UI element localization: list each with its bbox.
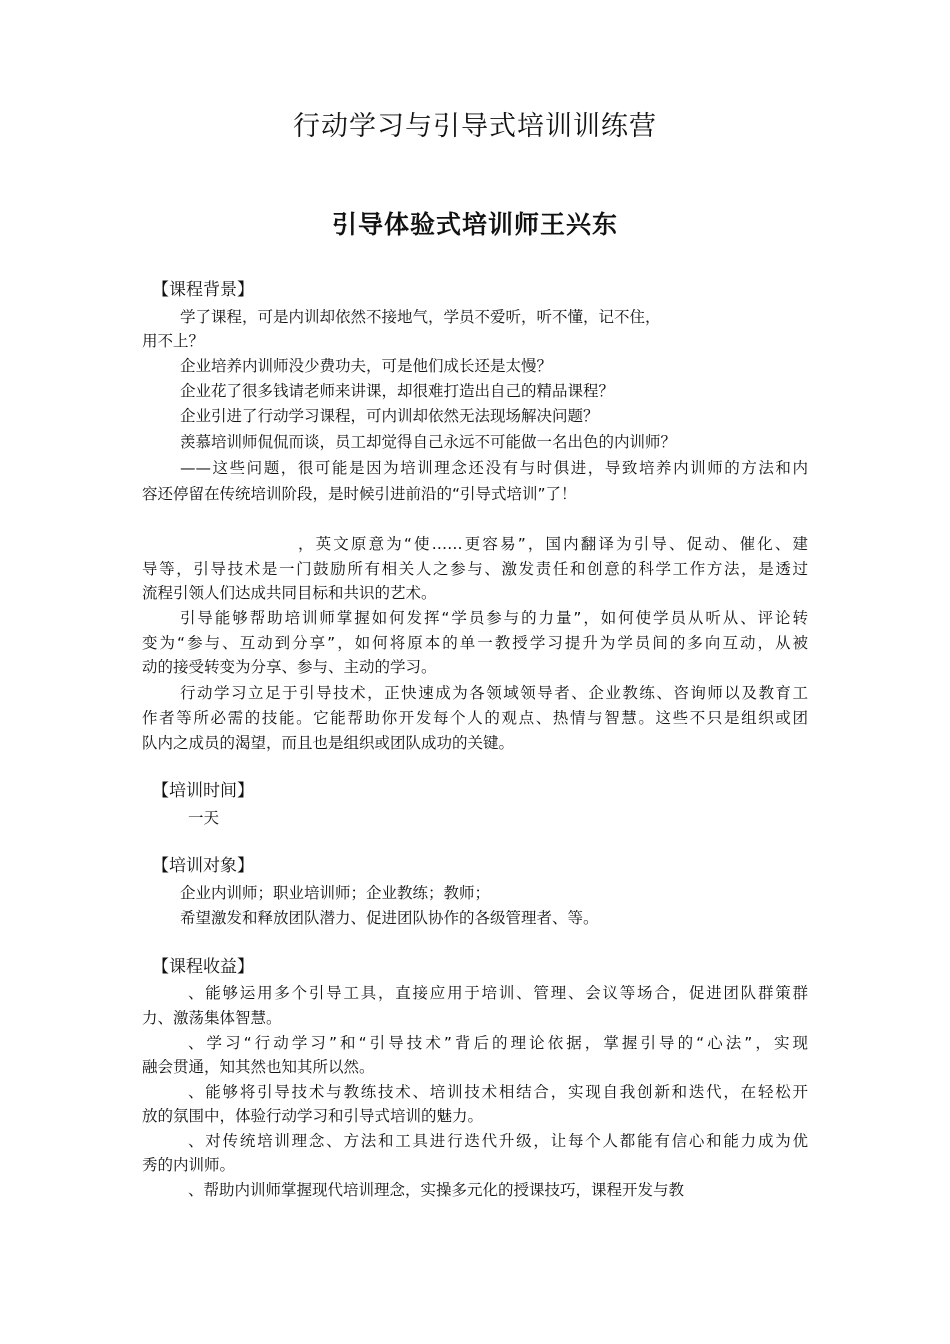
paragraph-line: 羡慕培训师侃侃而谈，员工却觉得自己永远不可能做一名出色的内训师？ — [180, 433, 677, 451]
paragraph-line: 用不上？ — [142, 332, 205, 350]
paragraph-line: 、能够将引导技术与教练技术、培训技术相结合，实现自我创新和迭代，在轻松开 — [188, 1083, 808, 1101]
paragraph-line: 引导能够帮助培训师掌握如何发挥“学员参与的力量”，如何使学员从听从、评论转 — [180, 609, 808, 627]
paragraph-line: ——这些问题，很可能是因为培训理念还没有与时俱进，导致培养内训师的方法和内 — [180, 459, 808, 477]
paragraph-line: 企业培养内训师没少费功夫，可是他们成长还是太慢？ — [180, 357, 553, 375]
paragraph-line: 队内之成员的渴望，而且也是组织或团队成功的关键。 — [142, 734, 515, 752]
paragraph-line: 、能够运用多个引导工具，直接应用于培训、管理、会议等场合，促进团队群策群 — [188, 984, 808, 1002]
document-subtitle: 引导体验式培训师王兴东 — [331, 210, 618, 239]
paragraph-line: 、帮助内训师掌握现代培训理念，实操多元化的授课技巧，课程开发与教 — [188, 1181, 685, 1199]
paragraph-line: 企业引进了行动学习课程，可内训却依然无法现场解决问题？ — [180, 407, 599, 425]
paragraph-line: 、学习“行动学习”和“引导技术”背后的理论依据，掌握引导的“心法”，实现 — [188, 1034, 808, 1052]
paragraph-line: ，英文原意为“使……更容易”，国内翻译为引导、促动、催化、建 — [298, 535, 808, 553]
paragraph-line: 动的接受转变为分享、参与、主动的学习。 — [142, 658, 437, 676]
paragraph-line: 、对传统培训理念、方法和工具进行迭代升级，让每个人都能有信心和能力成为优 — [188, 1132, 808, 1150]
paragraph-line: 力、激荡集体智慧。 — [142, 1009, 282, 1027]
paragraph-line: 行动学习立足于引导技术，正快速成为各领域领导者、企业教练、咨询师以及教育工 — [180, 684, 808, 702]
paragraph-line: 作者等所必需的技能。它能帮助你开发每个人的观点、热情与智慧。这些不只是组织或团 — [142, 709, 808, 727]
paragraph-line: 企业内训师；职业培训师；企业教练；教师； — [180, 884, 491, 902]
paragraph-line: 希望激发和释放团队潜力、促进团队协作的各级管理者、等。 — [180, 909, 599, 927]
paragraph-line: 放的氛围中，体验行动学习和引导式培训的魅力。 — [142, 1107, 484, 1125]
paragraph-line: 学了课程，可是内训却依然不接地气，学员不爱听，听不懂，记不住， — [180, 308, 661, 326]
section-heading-audience: 【培训对象】 — [152, 856, 254, 876]
document-title: 行动学习与引导式培训训练营 — [293, 111, 657, 142]
paragraph-line: 导等，引导技术是一门鼓励所有相关人之参与、激发责任和创意的科学工作方法，是透过 — [142, 560, 808, 578]
paragraph-line: 容还停留在传统培训阶段，是时候引进前沿的“引导式培训”了！ — [142, 485, 577, 503]
paragraph-line: 融会贯通，知其然也知其所以然。 — [142, 1058, 375, 1076]
section-heading-background: 【课程背景】 — [152, 280, 254, 300]
training-time-value: 一天 — [188, 809, 220, 827]
paragraph-line: 流程引领人们达成共同目标和共识的艺术。 — [142, 584, 437, 602]
paragraph-line: 秀的内训师。 — [142, 1156, 236, 1174]
section-heading-benefits: 【课程收益】 — [152, 957, 254, 977]
section-heading-time: 【培训时间】 — [152, 781, 254, 801]
paragraph-line: 变为“参与、互动到分享”，如何将原本的单一教授学习提升为学员间的多向互动，从被 — [142, 634, 808, 652]
paragraph-line: 企业花了很多钱请老师来讲课，却很难打造出自己的精品课程？ — [180, 382, 615, 400]
